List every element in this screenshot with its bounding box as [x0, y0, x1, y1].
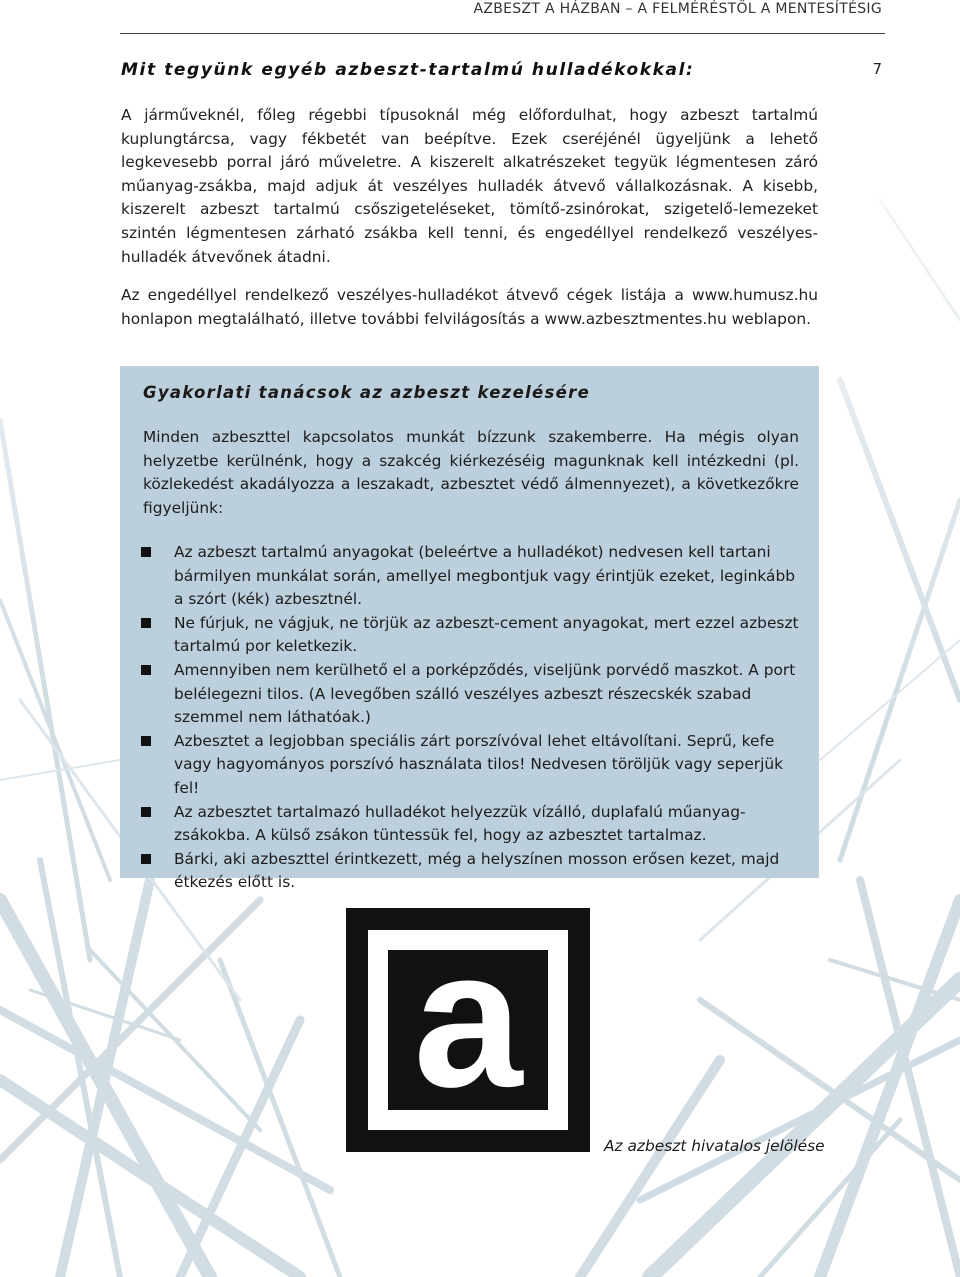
list-item	[120, 541, 819, 612]
list-item-text: Azbesztet a legjobban speciális zárt porszívóval lehet eltávolítani. Seprű, kefe vagy hagyományos porszívó használata tilos! Nedvesen töröljük vagy seperjük fel!	[174, 731, 784, 797]
square-bullet-icon	[141, 547, 151, 557]
list-item-text: Bárki, aki azbeszttel érintkezett, még a helyszínen mosson erősen kezet, majd étkezés előtt is.	[174, 849, 780, 892]
logo-letter: a	[413, 909, 523, 1128]
list-item	[120, 659, 819, 730]
logo-caption: Az azbeszt hivatalos jelölése	[604, 1137, 825, 1155]
square-bullet-icon	[141, 665, 151, 675]
list-item-text: Az azbesztet tartalmazó hulladékot helyezzük vízálló, duplafalú műanyag-zsákokba. A külső zsákon tüntessük fel, hogy az azbesztet tartalmaz.	[174, 802, 746, 845]
list-item-text: Amennyiben nem kerülhető el a porképződés, viseljünk porvédő maszkot. A port belélegezni tilos. (A levegőben szálló veszélyes azbeszt részecskék szabad szemmel nem láthatóak.)	[174, 660, 796, 727]
tips-intro: Minden azbeszttel kapcsolatos munkát bízzunk szakemberre. Ha mégis olyan helyzetbe kerülnénk, hogy a szakcég kiérkezéséig magunknak kell intézkedni (pl. közlekedést akadályozza a leszakadt, azbesztet védő álmennyezet), a következőkre figyeljünk:	[143, 428, 799, 517]
list-item	[120, 848, 819, 895]
header-rule	[120, 33, 885, 34]
list-item-text: Ne fúrjuk, ne vágjuk, ne törjük az azbeszt-cement anyagokat, mert ezzel azbeszt tartalmú por keletkezik.	[174, 613, 799, 656]
tips-list	[120, 541, 819, 895]
page-number: 7	[872, 60, 882, 78]
square-bullet-icon	[141, 854, 151, 864]
tips-title: Gyakorlati tanácsok az azbeszt kezelésére	[143, 383, 591, 402]
paragraph-companies: Az engedéllyel rendelkező veszélyes-hulladékot átvevő cégek listája a www.humusz.hu honlapon megtalálható, illetve további felvilágosítás a www.azbesztmentes.hu weblapon.	[121, 286, 818, 328]
section-title: Mit tegyünk egyéb azbeszt-tartalmú hulladékokkal:	[121, 60, 695, 80]
square-bullet-icon	[141, 807, 151, 817]
list-item	[120, 730, 819, 801]
square-bullet-icon	[141, 736, 151, 746]
square-bullet-icon	[141, 618, 151, 628]
paragraph-vehicles: A járműveknél, főleg régebbi típusoknál még előfordulhat, hogy azbeszt tartalmú kuplungtárcsa, vagy fékbetét van beépítve. Ezek cseréjénél ügyeljünk a lehető legkevesebb porral járó műveletre. A kiszerelt alkatrészeket tegyük légmentesen záró műanyag-zsákba, majd adjuk át veszélyes hulladék átvevő vállalkozásnak. A kisebb, kiszerelt azbeszt tartalmú csőszigeteléseket, tömítő-zsinórokat, szigetelő-lemezeket szintén légmentesen zárható zsákba kell tenni, és engedéllyel rendelkező veszélyes-hulladék átvevőnek átadni.	[121, 106, 818, 266]
running-header: AZBESZT A HÁZBAN – A FELMÉRÉSTŐL A MENTESÍTÉSIG	[473, 1, 882, 17]
list-item-text: Az azbeszt tartalmú anyagokat (beleértve a hulladékot) nedvesen kell tartani bármilyen munkálat során, amellyel megbontjuk vagy érintjük ezeket, leginkább a szórt (kék) azbesztnél.	[174, 543, 796, 609]
list-item	[120, 801, 819, 848]
practical-tips-box	[120, 366, 819, 892]
list-item	[120, 612, 819, 659]
asbestos-warning-label-icon	[346, 908, 590, 1152]
